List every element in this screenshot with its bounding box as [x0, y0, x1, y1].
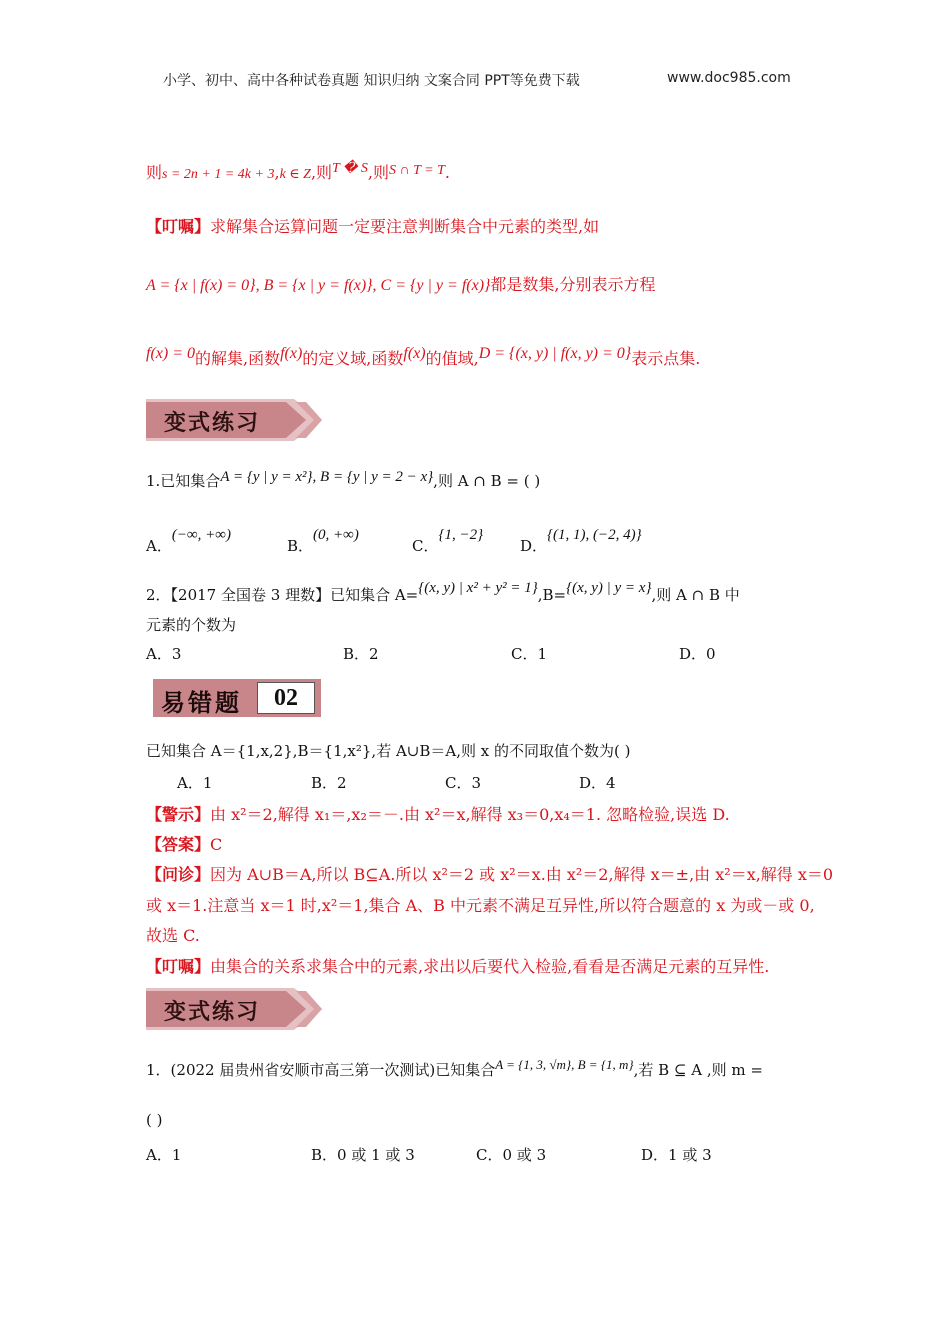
text: 的解集,函数 — [195, 349, 281, 368]
q1-prefix: 1.已知集合 — [146, 472, 221, 490]
warn-text: 由 x²＝2,解得 x₁＝,x₂＝－.由 x²＝x,解得 x₃＝0,x₄＝1. 忽略检验,误选 D. — [210, 805, 730, 824]
diagnosis-line-1 — [146, 862, 833, 885]
q4-paren: ( ) — [146, 1111, 163, 1129]
option-value: 3 — [171, 645, 182, 663]
option-value: {(1, 1), (−2, 4)} — [547, 527, 642, 543]
text: 则 — [146, 163, 163, 182]
q1-option-b[interactable] — [287, 527, 359, 556]
option-value: 1 — [171, 1146, 182, 1164]
tip-line — [146, 214, 599, 237]
option-value: 2 — [337, 774, 347, 792]
option-value: 0 或 3 — [502, 1146, 547, 1164]
question-2-stem — [146, 580, 740, 605]
q2-mid: ,B= — [537, 586, 567, 604]
meaning-line — [146, 346, 700, 369]
header-site: www.doc985.com — [667, 70, 791, 86]
question-1-stem — [146, 470, 540, 491]
q3-option-c[interactable] — [445, 772, 481, 793]
option-label: B． — [343, 645, 370, 663]
option-label: B． — [287, 537, 314, 555]
option-label: D． — [520, 537, 548, 555]
option-label: D． — [641, 1146, 669, 1164]
q4-suffix: ,若 B ⊆ A ,则 m = — [633, 1061, 763, 1079]
option-label: B． — [311, 774, 338, 792]
q2-option-d[interactable] — [679, 643, 716, 664]
option-label: C． — [445, 774, 472, 792]
text: ,则 — [310, 163, 333, 182]
q2-prefix: 2．【2017 全国卷 3 理数】已知集合 A= — [146, 586, 419, 604]
q2-option-b[interactable] — [343, 643, 379, 664]
q3-option-a[interactable] — [177, 772, 212, 793]
math: f(x) = 0 — [146, 345, 195, 362]
option-value: 1 — [537, 645, 548, 663]
error-prone-number: 02 — [257, 682, 315, 714]
option-label: D． — [679, 645, 707, 663]
q4-option-a[interactable] — [146, 1144, 181, 1165]
diagnosis-line-2: 或 x＝1.注意当 x＝1 时,x²＝1,集合 A、B 中元素不满足互异性,所以符合题意的 x 为或－或 0, — [146, 896, 815, 915]
tip-tag: 【叮嘱】 — [146, 217, 211, 236]
q2-option-c[interactable] — [511, 643, 547, 664]
q1-option-c[interactable] — [412, 527, 484, 556]
text: 的值域, — [425, 349, 479, 368]
text: 表示点集. — [631, 349, 701, 368]
answer-text: C — [210, 835, 223, 854]
error-prone-banner — [153, 679, 321, 717]
text: . — [444, 163, 450, 182]
solution-line — [146, 160, 450, 183]
sets-text: 都是数集,分别表示方程 — [490, 275, 656, 294]
q2-line2: 元素的个数为 — [146, 616, 237, 634]
math: s = 2n + 1 = 4k + 3 — [162, 167, 275, 182]
text: 的定义域,函数 — [302, 349, 404, 368]
warn-tag: 【警示】 — [146, 805, 211, 824]
math: f(x) — [403, 345, 426, 362]
math: D = {(x, y) | f(x, y) = 0} — [478, 345, 632, 362]
option-label: C． — [412, 537, 439, 555]
q1-option-a[interactable] — [146, 527, 231, 556]
option-value: (−∞, +∞) — [171, 527, 231, 543]
option-value: 3 — [471, 774, 482, 792]
q2-math1: {(x, y) | x² + y² = 1} — [418, 580, 538, 596]
option-value: 2 — [369, 645, 379, 663]
q2-suffix: ,则 A ∩ B 中 — [651, 586, 740, 604]
q1-suffix: ,则 A ∩ B = ( ) — [433, 472, 541, 490]
q4-math: A = {1, 3, √m}, B = {1, m} — [495, 1057, 634, 1072]
option-value: {1, −2} — [438, 527, 484, 543]
math: k ∈ Z — [279, 167, 311, 182]
option-label: A． — [146, 537, 172, 555]
q1-option-d[interactable] — [520, 527, 642, 556]
tip-line-2 — [146, 954, 769, 977]
q1-math: A = {y | y = x²}, B = {y | y = 2 − x} — [220, 469, 434, 485]
option-label: C． — [476, 1146, 503, 1164]
tip-text: 求解集合运算问题一定要注意判断集合中元素的类型,如 — [210, 217, 600, 236]
option-label: A． — [146, 1146, 172, 1164]
math: T � S — [332, 161, 368, 176]
option-value: 0 或 1 或 3 — [337, 1146, 415, 1164]
banner-label: 变式练习 — [164, 999, 261, 1025]
sets-math: A = {x | f(x) = 0}, B = {x | y = f(x)}, C = {y | y = f(x)} — [146, 277, 491, 294]
question-4-stem — [146, 1059, 763, 1080]
option-value: 1 — [202, 774, 213, 792]
option-label: B． — [311, 1146, 338, 1164]
answer-tag: 【答案】 — [146, 835, 211, 854]
banner-label: 变式练习 — [164, 410, 261, 436]
q3-option-d[interactable] — [579, 772, 616, 793]
diagnosis-tag: 【问诊】 — [146, 865, 211, 884]
text: ,则 — [367, 163, 390, 182]
sets-line — [146, 272, 656, 295]
option-value: (0, +∞) — [313, 527, 359, 543]
q4-option-c[interactable] — [476, 1144, 546, 1165]
option-label: D． — [579, 774, 607, 792]
option-label: A． — [146, 645, 172, 663]
answer-line — [146, 832, 222, 855]
q2-option-a[interactable] — [146, 643, 181, 664]
option-label: C． — [511, 645, 538, 663]
q4-prefix: 1．(2022 届贵州省安顺市高三第一次测试)已知集合 — [146, 1061, 496, 1079]
diagnosis-line-3: 故选 C. — [146, 926, 200, 945]
tip-text: 由集合的关系求集合中的元素,求出以后要代入检验,看看是否满足元素的互异性. — [210, 957, 770, 976]
option-value: 4 — [606, 774, 616, 792]
diagnosis-text: 因为 A∪B＝A,所以 B⊆A.所以 x²＝2 或 x²＝x.由 x²＝2,解得 x＝±,由 x²＝x,解得 x＝0 — [210, 865, 834, 884]
option-label: A． — [177, 774, 203, 792]
q4-option-b[interactable] — [311, 1144, 415, 1165]
text: , — [274, 163, 280, 182]
header-slogan: 小学、初中、高中各种试卷真题 知识归纳 文案合同 PPT等免费下载 — [163, 73, 580, 89]
math: f(x) — [280, 345, 303, 362]
warning-line — [146, 802, 730, 825]
q2-math2: {(x, y) | y = x} — [566, 580, 652, 596]
q3-option-b[interactable] — [311, 772, 347, 793]
practice-banner-2 — [146, 988, 322, 1030]
error-prone-label: 易错题 — [161, 688, 242, 717]
option-value: 0 — [706, 645, 716, 663]
math: S ∩ T = T — [389, 163, 445, 178]
q4-option-d[interactable] — [641, 1144, 712, 1165]
option-value: 1 或 3 — [668, 1146, 712, 1164]
tip-tag: 【叮嘱】 — [146, 957, 211, 976]
practice-banner — [146, 399, 322, 441]
question-3-stem: 已知集合 A＝{1,x,2},B＝{1,x²},若 A∪B＝A,则 x 的不同取值个数为( ) — [146, 742, 631, 760]
